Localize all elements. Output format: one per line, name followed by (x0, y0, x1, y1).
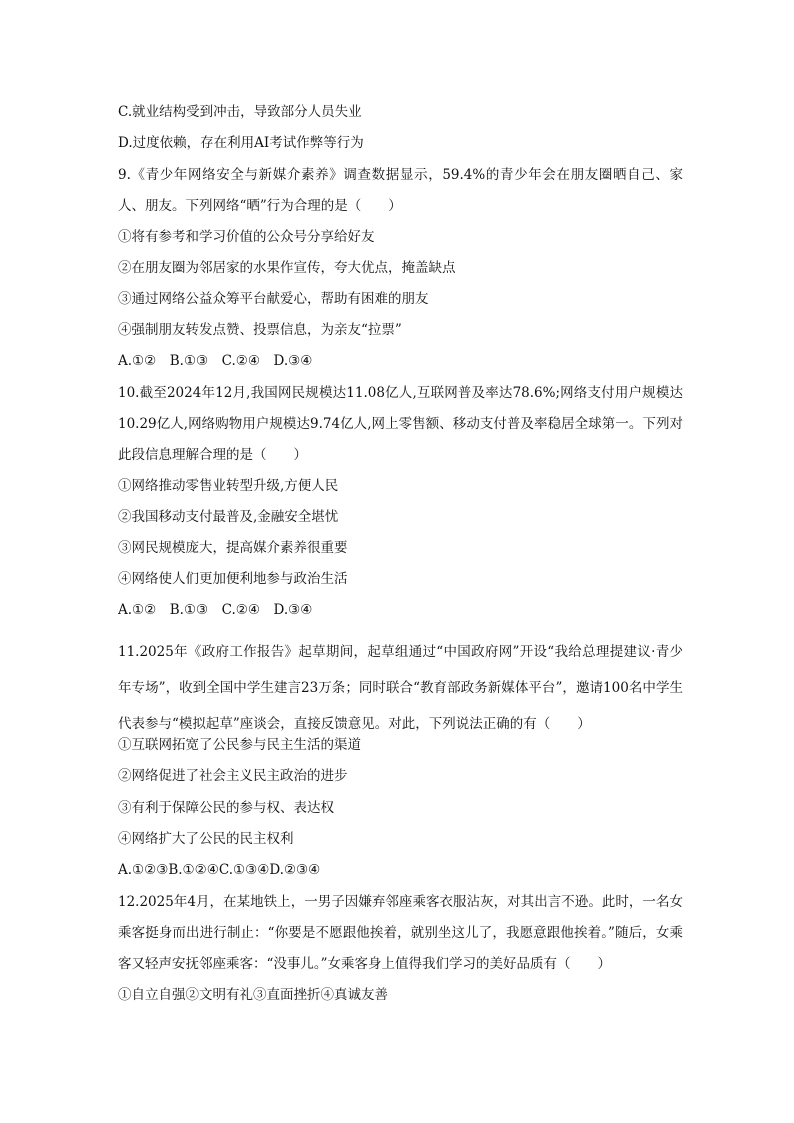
q10-item-3: ③网民规模庞大，提高媒介素养很重要 (118, 540, 348, 556)
q11-item-3: ③有利于保障公民的参与权、表达权 (118, 800, 334, 816)
q10-item-1: ①网络推动零售业转型升级,方便人民 (118, 478, 339, 494)
q10-answer-choices: A.①② B.①③ C.②④ D.③④ (118, 602, 313, 618)
q11-item-1: ①互联网拓宽了公民参与民主生活的渠道 (118, 737, 361, 753)
q8-option-c: C.就业结构受到冲击，导致部分人员失业 (118, 104, 362, 120)
q9-item-3: ③通过网络公益众筹平台献爱心，帮助有困难的朋友 (118, 291, 429, 307)
q10-stem: 10.截至2024年12月,我国网民规模达11.08亿人,互联网普及率达78.6%;网络支付用户规模达10.29亿人,网络购物用户规模达9.74亿人,网上零售额、移动支付普及率稳居全球第一。下列对此段信息理解合理的是（ ） (118, 385, 683, 463)
q12-stem: 12.2025年4月，在某地铁上，一男子因嫌弃邻座乘客衣服沾灰，对其出言不逊。此时，一名女乘客挺身而出进行制止：“你要是不愿跟他挨着，就别坐这儿了，我愿意跟他挨着。”随后，女乘客又轻声安抚邻座乘客：“没事儿。”女乘客身上值得我们学习的美好品质有（ ） (118, 894, 683, 972)
q9-item-1: ①将有参考和学习价值的公众号分享给好友 (118, 229, 375, 245)
q9-item-4: ④强制朋友转发点赞、投票信息，为亲友“拉票” (118, 322, 402, 338)
q9-answer-choices: A.①② B.①③ C.②④ D.③④ (118, 353, 313, 369)
q9-stem: 9.《青少年网络安全与新媒介素养》调查数据显示，59.4%的青少年会在朋友圈晒自己、家人、朋友。下列网络“晒”行为合理的是（ ） (118, 167, 683, 214)
q9-item-2: ②在朋友圈为邻居家的水果作宣传，夸大优点，掩盖缺点 (118, 260, 456, 276)
q11-answer-choices: A.①②③B.①②④C.①③④D.②③④ (118, 862, 321, 878)
q10-item-2: ②我国移动支付最普及,金融安全堪忧 (118, 509, 339, 525)
q11-item-4: ④网络扩大了公民的民主权利 (118, 831, 294, 847)
q11-item-2: ②网络促进了社会主义民主政治的进步 (118, 768, 348, 784)
q8-option-d: D.过度依赖，存在利用AI考试作弊等行为 (118, 135, 364, 151)
q10-item-4: ④网络使人们更加便利地参与政治生活 (118, 571, 348, 587)
q11-stem: 11.2025年《政府工作报告》起草期间，起草组通过“中国政府网”开设“我给总理提建议·青少年专场”，收到全国中学生建言23万条；同时联合“教育部政务新媒体平台”，邀请100名中学生代表参与“模拟起草”座谈会，直接反馈意见。对此，下列说法正确的有（ ） (118, 644, 683, 732)
q12-items: ①自立自强②文明有礼③直面挫折④真诚友善 (118, 987, 388, 1003)
